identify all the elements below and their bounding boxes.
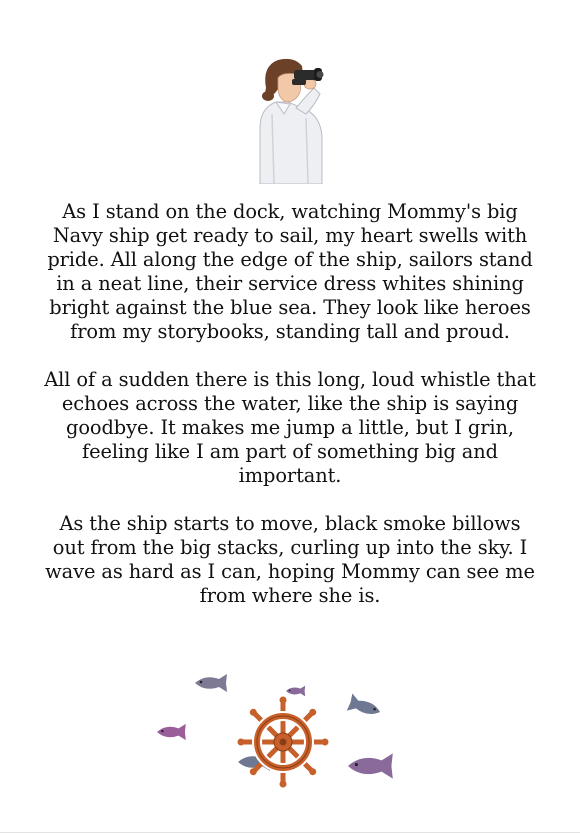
sailor-child-illustration (244, 52, 336, 184)
fish-icon (157, 724, 186, 740)
story-paragraph-3: As the ship starts to move, black smoke billows out from the big stacks, curling up into the sky. I wave as hard as I can, hoping Mommy can see me from where she is. (45, 512, 535, 607)
story-paragraph-1: As I stand on the dock, watching Mommy's big Navy ship get ready to sail, my heart swells with pride. All along the edge of the ship, sailors stand in a neat line, their service dress whites shining bright against the blue sea. They look like heroes from my storybooks, standing tall and proud. (47, 200, 533, 343)
fish-icon (348, 753, 393, 778)
story-paragraph-2: All of a sudden there is this long, loud whistle that echoes across the water, like the ship is saying goodbye. It makes me jump a little, but I grin, feeling like I am part of something big and important. (44, 368, 536, 487)
fish-icon (347, 694, 383, 721)
ship-wheel-fish-illustration (150, 666, 420, 792)
story-text (44, 200, 536, 632)
ship-wheel-icon (238, 697, 329, 788)
fish-icon (195, 674, 227, 692)
fish-icon (286, 686, 305, 697)
page-edge-divider (0, 832, 580, 833)
